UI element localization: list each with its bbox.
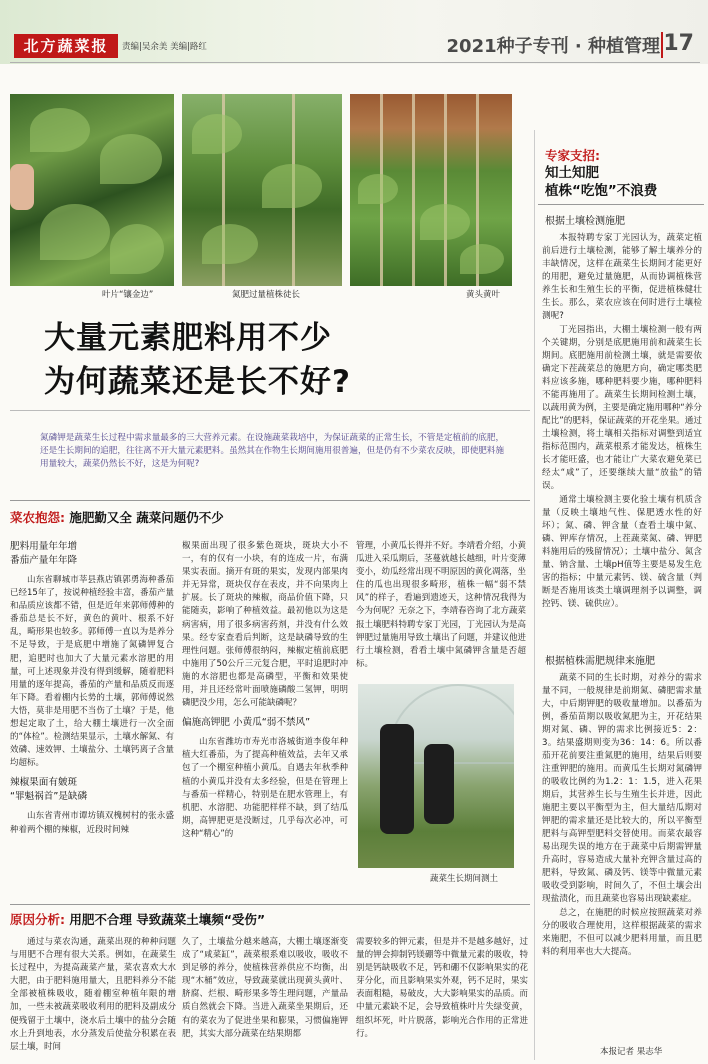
subheading: 肥料用量年年增 [10,541,78,552]
photo-caption-2: 氮肥过量植株徒长 [232,290,301,300]
subheading: “罪魁祸首”是缺磷 [10,791,88,803]
photo-caption-4: 蔬菜生长期间测土 [430,874,499,884]
body-paragraph: 管理，小黄瓜长得并不好。李靖看介绍，小黄瓜进入采瓜期后，茎蔓就越长越细，叶片变薄变小，幼瓜经常出现不明原因的黄化凋落，坐住的瓜也出现很多畸形，植株一幅“弱不禁风”的样子，看遍到遗迹天，这种情况我得为今为何呢？无奈之下，李靖春咨询了北方蔬菜报土壤肥料特聘专家丁光园，丁光园认为是高钾肥过量施用导致土壤出了问题，并建议他进行土壤检测，看看土壤中氮磷钾含量是否超标。 [356,541,526,669]
section-title: 用肥不合理 导致蔬菜土壤频“受伤” [69,912,266,927]
sidebar-paragraph: 蔬菜不同的生长时期，对养分的需求量不同，一般规律是前期氮、磷肥需求量大，中后期钾肥的吸收量增加。以番茄为例，番茄苗期以吸收氮肥为主，开花结果期对氮、磷、钾的需求比例接近5：2：3。结果盛期则变为36：14：6。所以番茄开花前要注重氮肥的施用，结果后则要注重钾肥的施用。而黄瓜生长期对氮磷钾的吸收比例约为1.2：1：1.5，进入花果期后，其营养生长与生殖生长并进，因此施肥主要以平衡型为主，但大量结瓜期对钾肥的需求量还是比较大的，所以平衡型肥料与高钾型肥料交替使用。而菜农最容易出现失误的地方在于蔬菜中后期需钾量升高时，容易造成大量补充钾含量过高的肥料，导致氮、磷及钙、镁等中微量元素吸收受到影响，时间久了，不但土壤会出现盐渍化，而且蔬菜也容易出现缺素症。 [542,673,702,904]
reporter-byline: 本报记者 果志华 [600,1047,663,1057]
body-paragraph: 需要较多的钾元素，但是并不是越多越好，过量的钾会抑制钙镁硼等中微量元素的吸收，特别是钙缺吸收不足，钙和硼不仅影响果实的花芽分化，而且影响果实外观，钙不足时，果实表面粗糙，易破皮，大大影响果实的品质。而中量元素缺不足，会导致植株叶片失绿变黄，组织坏死，叶片脱落，影响光合作用的正常进行。 [356,937,528,1039]
sidebar-paragraph: 本报特聘专家丁光园认为，蔬菜定植前后进行土壤检测，能够了解土壤养分的丰缺情况，这样在蔬菜生长期间才能更好的用肥，避免过量施肥，从而协调植株营养生长和生殖生长的平衡，促进植株健壮生长。那么，菜农应该在何时进行土壤检测呢? [542,233,702,321]
article-deck: 氮磷钾是蔬菜生长过程中需求量最多的三大营养元素。在设施蔬菜栽培中，为保证蔬菜的正常生长，不管是定植前的底肥，还是生长期间的追肥，往往离不开大量元素肥料。虽然其在作物生长期间施用很普遍，但是仍有不少菜农反映，即使肥料施用量较大，蔬菜仍然长不好，这是为何呢? [40,433,505,469]
subheading: 番茄产量年年降 [10,555,78,566]
body-paragraph: 椒果面出现了很多紫色斑块，斑块大小不一，有的仅有一小块，有的连成一片，布满果实表面。摘开有斑的果实，发现内部果肉并无异常，斑块仅存在表皮，并不向果肉上扩展。长了斑块的辣椒，商品价值下降，只能随卖，影响了种植效益。最初他以为这是病害病，用了很多病害药剂，并没有什么效果。经专家查看后判断，这是缺磷导致的生理性问题。张师傅很纳闷，辣椒定植前底肥中施用了50公斤三元复合肥，平时追肥时冲施的水溶肥也都是高磷型，平衡和效果使用，并且还经常叶面喷施磷酸二氢钾，明明磷肥没少用，怎么可能缺磷呢？ [182,541,348,709]
masthead-logo: 北方蔬菜报 [14,34,118,58]
column-analysis-1 [10,936,176,1060]
column-analysis-2 [182,936,348,1060]
expert-title [545,164,705,200]
expert-title-line-1: 知土知肥 [545,165,599,181]
main-headline [44,316,524,404]
body-paragraph: 山东省聊城市莘县燕店镇郭勇海种番茄已经15年了，按说种植经验丰富，番茄产量和品质应该都不错，但是近年来郭师傅种的番茄总是长不好，黄色的黄叶、根系不好乱，畸形果也较多。郭师傅一直以为是养分不足导致，于是底肥中增施了氮磷钾复合肥，追肥时也加大了大量元素水溶肥的用量，可上述现象并没有得到缓解，随着肥料用量的逐年提高，番茄的产量和品质反而逐年下降。看着棚内长势的土壤，郭师傅说然大悟，莫非是用肥不当伤了土壤？于是，他想起定取了土，给大棚土壤进行一次全面的“体检”。检测结果显示，土壤水解氮、有效磷、速效钾、土壤盐分、土壤钙离子含量均超标。 [10,575,174,769]
body-paragraph: 山东省潍坊市寿光市洛城街道李俊年种植大红番茄，为了提高种植效益，去年又承包了一个棚室种植小黄瓜。自遇去年秋季种植的小黄瓜并没有太多经验，但是在管理上与番茄一样精心，特别是在肥水管理上，有机肥、水溶肥、功能肥样样不缺，到了结瓜期，高钾肥更是没断过，几乎每次必冲，可这种“精心”的 [182,737,348,839]
sidebar-rule [538,204,704,205]
photo-soil-testing [358,684,514,868]
photo-overgrowth [182,94,342,286]
header-rule [10,62,700,63]
body-paragraph: 久了，土壤盐分越来越高，大棚土壤逐渐变成了“咸菜缸”，蔬菜根系难以吸收，吸收不到足够的养分，使植株营养供应不均衡，出现“木桶”效应，导致蔬菜就出现黄头黄叶、脐腐、烂根、畸形果多等生理问题，产量品质自然就会下降。当进入蔬菜坐果期后，还有的菜农为了促进坐果和膨果，习惯偏施钾肥，其实大部分蔬菜在结果期都 [182,937,348,1039]
sidebar-text-2 [542,672,702,1040]
section-heading-analysis [10,910,530,928]
expert-label: 专家支招: [545,148,600,163]
person-figure [380,724,414,834]
photo-caption-1: 叶片“镶金边” [102,290,154,300]
column-analysis-3 [356,936,528,1060]
person-figure [424,744,454,824]
section-tag: 菜农抱怨: [10,510,65,525]
photo-caption-3: 黄头黄叶 [466,290,501,300]
sidebar-paragraph: 丁光园指出，大棚土壤检测一般有两个关键期，分别是底肥施用前和蔬菜生长期间。底肥施用前检测土壤，就是需要依确定下茬蔬菜总的施肥方向，确定哪类肥料应该多施，哪种肥料要少施，哪种肥料不能再施用了。蔬菜生长期间检测土壤，以蔬用黄为例，主要是确定施用哪种“养分配比”的肥料，保证蔬菜的开花坐果。通过土壤检测，将土壤相关指标对调整到适宜指标范围内，蔬菜根系才能发达，植株生长才能旺盛，也才能让广大菜农避免菜已经太“咸”了，还要继续大量“放盐”的错误。 [542,325,702,491]
sidebar-paragraph: 总之，在施肥的时候应按照蔬菜对养分的吸收合理使用，这样根据蔬菜的需求来施肥，不但可以减少肥料用量，而且肥料的利用率也大大提高。 [542,908,702,957]
subheading: 偏施高钾肥 小黄瓜“弱不禁风” [182,717,311,729]
photo-leaf-edge [10,94,174,286]
section-tag: 原因分析: [10,912,65,927]
page-number: 17 [663,31,694,56]
body-paragraph: 山东省青州市谭坊镇双槐树村的张永盛种着两个棚的辣椒，近段时间辣 [10,811,174,835]
headline-line-2: 为何蔬菜还是长不好? [44,364,351,400]
page-header [0,0,708,64]
expert-title-line-2: 植株“吃饱”不浪费 [545,183,658,199]
column-3 [356,540,526,674]
editor-credits: 责编|吴余美 美编|路红 [122,42,207,52]
section-rule [10,904,530,905]
sidebar-heading-1: 根据土壤检测施肥 [545,216,625,227]
column-divider [534,130,535,1060]
hand-image [10,164,34,210]
headline-rule [10,410,530,411]
section-title: 施肥勤又全 蔬菜问题仍不少 [69,510,224,525]
headline-line-1: 大量元素肥料用不少 [44,320,332,356]
photo-yellow-tips [350,94,512,286]
column-1 [10,540,174,902]
issue-title: 2021种子专刊 · 种植管理 [446,36,660,57]
column-2 [182,540,348,902]
section-rule [10,500,530,501]
subheading: 辣椒果面有皴斑 [10,777,78,789]
section-heading-complaints [10,508,530,526]
sidebar-paragraph: 通常土壤检测主要化验土壤有机质含量（反映土壤地气性、保肥透水性的好坏）；氮、磷、钾含量（查看土壤中氮、磷、钾库存情况，上茬蔬菜氮、磷、钾肥料施用后的残留情况）；土壤中盐分、氮含量、钠含量、土壤pH值等主要是易发生危害的指标；中量元素钙、镁、硫含量（判断是否施用该类土壤调理剂予以调整，调控钙、镁、硫供应）。 [542,495,702,609]
sidebar-text-1 [542,232,702,644]
body-paragraph: 通过与菜农沟通，蔬菜出现的种种问题与用肥不合理有很大关系。例如，在蔬菜生长过程中，为提高蔬菜产量，菜农喜欢大水大肥，由于肥料施用量大，且肥料养分不能全部被植株吸收，随着棚室种植年限的增加，一些未被蔬菜吸收利用的肥料及副成分便残留于土壤中，浇水后土壤中的盐分会随水上升到地表，水分蒸发后使盐分积累在表层土壤，时间 [10,937,176,1052]
sidebar-heading-2: 根据植株需肥规律来施肥 [545,656,655,667]
